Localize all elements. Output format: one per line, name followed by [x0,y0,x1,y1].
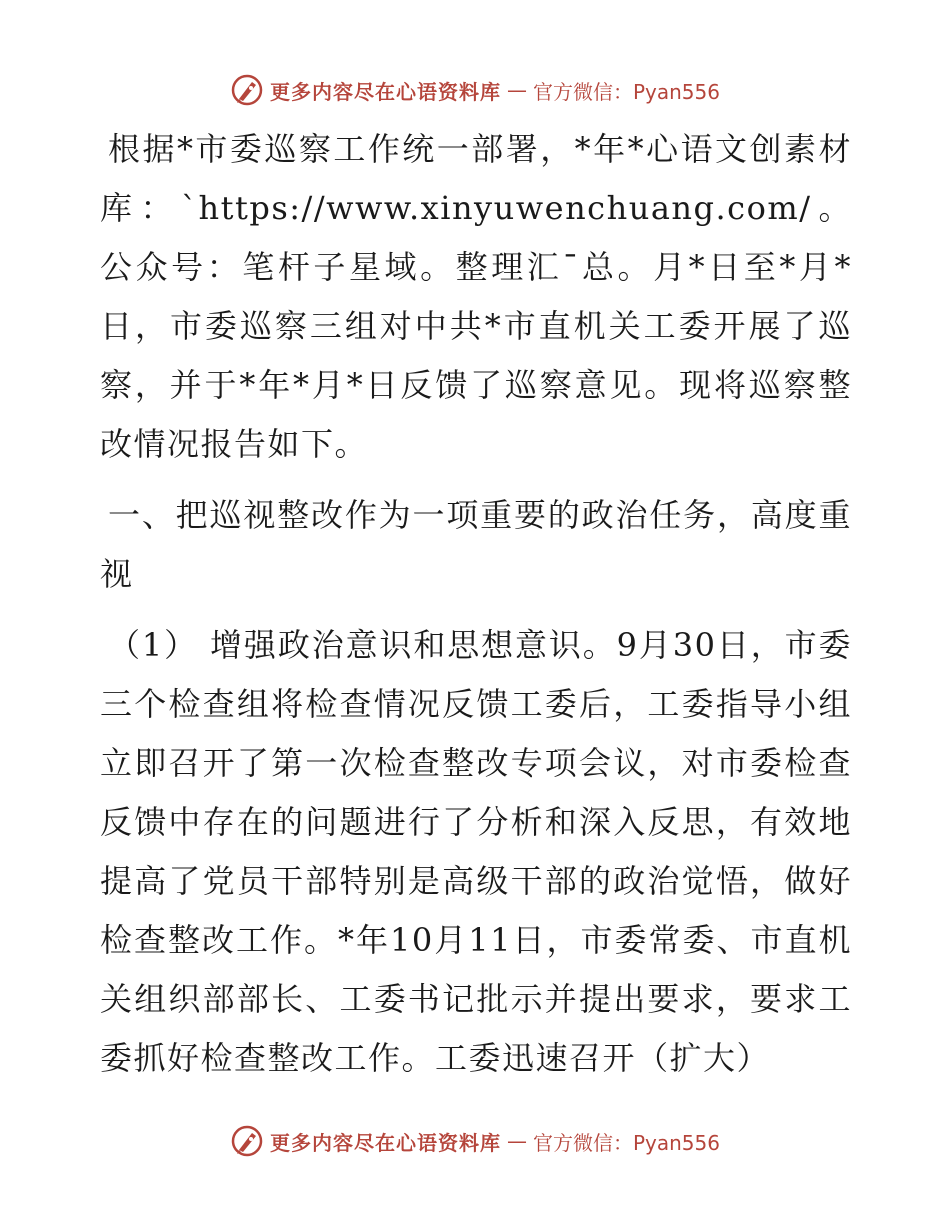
header-watermark-banner [0,70,950,110]
section-heading-1: 一、把巡视整改作为一项重要的政治任务，高度重视 [100,496,852,593]
banner-text-cn: 更多内容尽在心语资料库 [269,1130,501,1155]
pen-logo-icon [230,73,264,107]
footer-watermark-banner [0,1121,950,1161]
banner-text-cn: 更多内容尽在心语资料库 [269,79,501,104]
banner-separator: — [506,78,527,102]
item-paragraph-1: （1） 增强政治意识和思想意识。9月30日，市委三个检查组将检查情况反馈工委后，工委指导小组立即召开了第一次检查整改专项会议，对市委检查反馈中存在的问题进行了分析和深入反思，有效地提高了党员干部特别是高级干部的政治觉悟，做好检查整改工作。*年10月11日，市委常委、市直机关组织部部长、工委书记批示并提出要求，要求工委抓好检查整改工作。工委迅速召开（扩大） [100,626,852,1077]
banner-separator: — [506,1129,527,1153]
intro-paragraph: 根据*市委巡察工作统一部署，*年*心语文创素材库：`https://www.xinyuwenchuang.com/。公众号：笔杆子星域。整理汇¯总。月*日至*月*日，市委巡察三组对中共*市直机关工委开展了巡察，并于*年*月*日反馈了巡察意见。现将巡察整改情况报告如下。 [100,130,852,463]
document-body [100,120,852,1088]
banner-wechat: 官方微信：Pyan556 [532,79,720,104]
pen-logo-icon [230,1124,264,1158]
banner-wechat: 官方微信：Pyan556 [532,1130,720,1155]
